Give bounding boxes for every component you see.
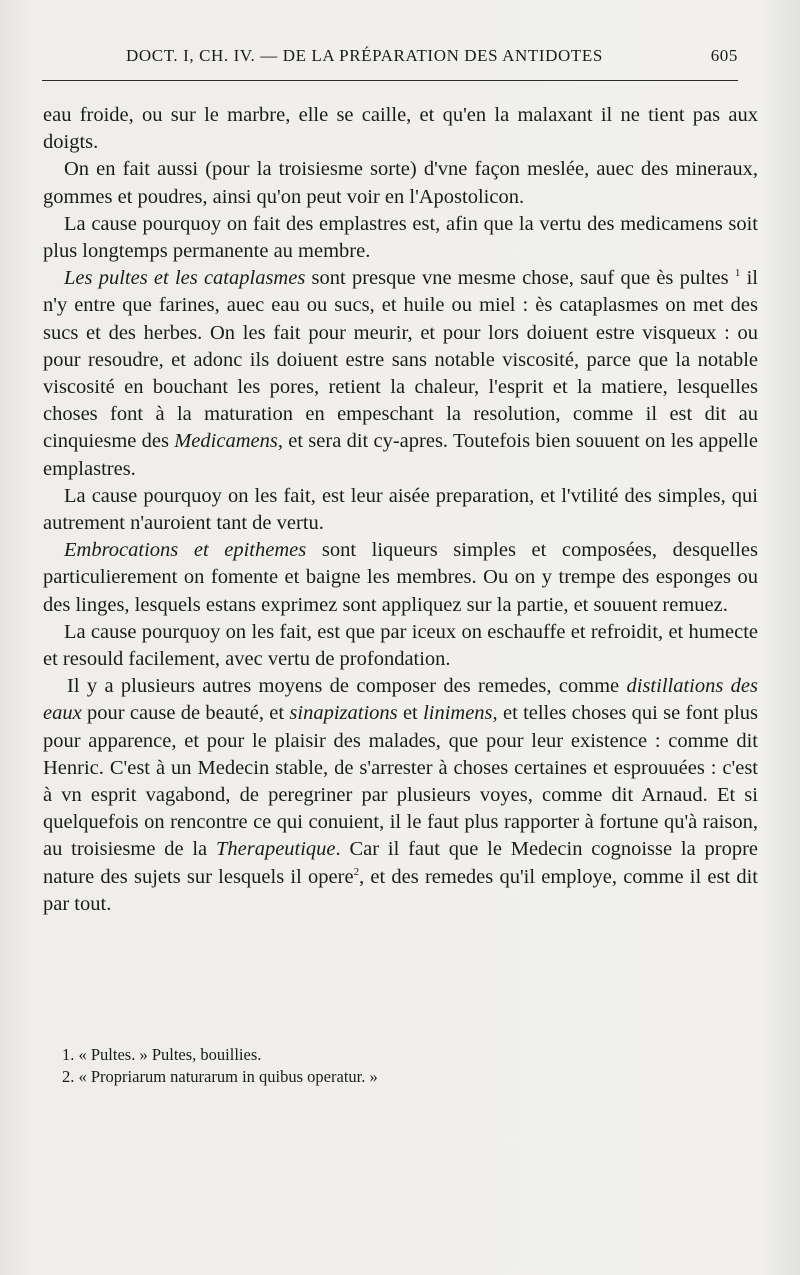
paragraph-6 bbox=[43, 537, 758, 619]
italic-term: Les pultes et les cataplasmes bbox=[64, 267, 306, 290]
running-title: DOCT. I, CH. IV. — DE LA PRÉPARATION DES ANTIDOTES bbox=[126, 46, 603, 65]
paragraph-text: , et des remedes qu'il employe, comme il est dit par tout. bbox=[43, 865, 758, 915]
page-number: 605 bbox=[710, 46, 738, 65]
paragraph-text: et bbox=[397, 702, 424, 725]
italic-term: Embrocations et epithemes bbox=[64, 539, 307, 562]
running-head bbox=[42, 46, 758, 72]
footnotes bbox=[62, 1044, 742, 1088]
paragraph-text: , et telles choses qui se font plus pour apparence, et pour le plaisir des malades, que pour leur existence : comme dit Henric. C'est à un Medecin stable, de s'arrester à choses certaines et esprouuées : c'est à vn esprit vagabond, de peregriner par plusieurs voyes, comme dit Arnaud. Et si quelquefois on rencontre ce qui conuient, il le faut plus rapporter à fortune qu'à raison, au troisiesme de la bbox=[43, 702, 758, 861]
paragraph-text: , et sera dit cy-apres. Toutefois bien souuent on les appelle emplastres. bbox=[43, 430, 758, 480]
italic-term: linimens bbox=[423, 702, 493, 725]
paragraph-2: On en fait aussi (pour la troisiesme sorte) d'vne façon meslée, auec des mineraux, gommes et poudres, ainsi qu'on peut voir en l'Apostolicon. bbox=[43, 158, 758, 208]
italic-term: Therapeutique bbox=[215, 838, 336, 861]
paragraph-3: La cause pourquoy on fait des emplastres est, afin que la vertu des medicamens soit plus longtemps permanente au membre. bbox=[43, 212, 758, 263]
italic-term: sinapizations bbox=[289, 702, 398, 725]
footnote-ref-2: 2 bbox=[353, 865, 360, 878]
paragraph-1: eau froide, ou sur le marbre, elle se caille, et qu'en la malaxant il ne tient pas aux doigts. bbox=[43, 104, 758, 154]
paragraph-text: sont liqueurs simples et composées, desquelles particulierement on fomente et baigne les membres. Ou on y trempe des esponges ou des linges, lesquels estans exprimez sont appliquez sur la partie, et souuent remuez. bbox=[43, 539, 759, 616]
paragraph-text: pour cause de beauté, et bbox=[81, 702, 290, 725]
paragraph-text: sont presque vne mesme chose, sauf que ès pultes bbox=[305, 267, 735, 290]
body-text bbox=[43, 102, 758, 918]
paragraph-text: . Car il faut que le Medecin cognoisse la propre nature des sujets sur lesquels il opere bbox=[43, 838, 758, 888]
footnote-2: 2. « Propriarum naturarum in quibus operatur. » bbox=[62, 1067, 378, 1086]
paragraph-7: La cause pourquoy on les fait, est que par iceux on eschauffe et refroidit, et humecte et resould facilement, avec vertu de profondation. bbox=[43, 620, 758, 671]
footnote-ref-1: 1 bbox=[734, 267, 741, 280]
italic-term: distillations des eaux bbox=[43, 675, 758, 725]
italic-term: Medicamens bbox=[174, 430, 278, 453]
paragraph-8 bbox=[43, 673, 758, 918]
footnote-1: 1. « Pultes. » Pultes, bouillies. bbox=[62, 1045, 262, 1064]
paragraph-text: Il y a plusieurs autres moyens de composer des remedes, comme bbox=[67, 675, 627, 698]
header-rule bbox=[42, 80, 738, 81]
paragraph-5: La cause pourquoy on les fait, est leur aisée preparation, et l'vtilité des simples, qui autrement n'auroient tant de vertu. bbox=[43, 484, 758, 535]
paragraph-text: il n'y entre que farines, auec eau ou sucs, et huile ou miel : ès cataplasmes on met des sucs et des herbes. On les fait pour meurir, et pour lors doiuent estre visqueux : ou pour resoudre, et adonc ils doiuent estre sans notable viscosité, parce que la notable viscosité en bouchant les pores, retient la chaleur, l'esprit et la matiere, lesquelles choses font à la maturation en empeschant la resolution, comme il est dit au cinquiesme des bbox=[43, 267, 758, 453]
paragraph-4 bbox=[43, 265, 758, 483]
